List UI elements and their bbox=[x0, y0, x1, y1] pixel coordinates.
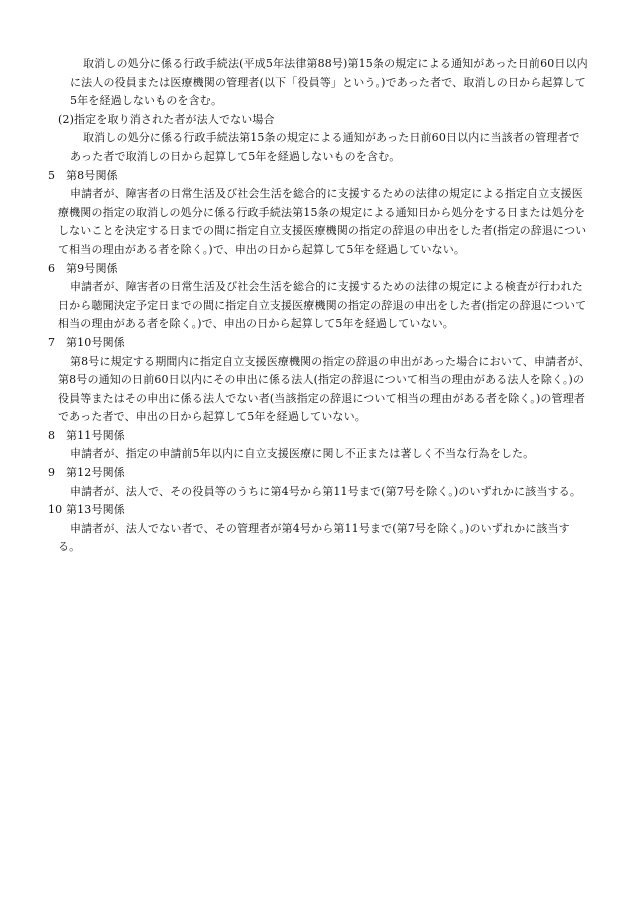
section-body-8: 申請者が、指定の申請前5年以内に自立支援医療に関し不正または著しく不当な行為をした。 bbox=[70, 447, 535, 461]
section-body-9: 申請者が、法人で、その役員等のうちに第4号から第11号まで(第7号を除く。)のいずれかに該当する。 bbox=[70, 484, 581, 498]
subheading-non-corporate: (2)指定を取り消された者が法人でない場合 bbox=[58, 112, 275, 126]
section-body-7: 第8号に規定する期間内に指定自立支援医療機関の指定の辞退の申出があった場合において、申請者が、第8号の通知の日前60日以内にその申出に係る法人(指定の辞退について相当の理由がある法人を除く。)の役員等またはその申出に係る法人でない者(当該指定の辞退について相当の理由がある者を除く。)の管理者であった者で、申出の日から起算して5年を経過していない。 bbox=[58, 354, 590, 424]
paragraph-non-corporate-note: 取消しの処分に係る行政手続法第15条の規定による通知があった日前60日以内に当該者の管理者であった者で取消しの日から起算して5年を経過しないものを含む。 bbox=[70, 131, 580, 163]
paragraph-revocation-corporate-note: 取消しの処分に係る行政手続法(平成5年法律第88号)第15条の規定による通知があった日前60日以内に法人の役員または医療機関の管理者(以下「役員等」という。)であった者で、取消しの日から起算して5年を経過しないものを含む。 bbox=[70, 57, 588, 108]
section-title: 第12号関係 bbox=[66, 466, 125, 480]
section-heading-8 bbox=[40, 427, 590, 446]
section-number: 10 bbox=[48, 503, 63, 517]
section-heading-7 bbox=[40, 334, 590, 353]
section-body-5: 申請者が、障害者の日常生活及び社会生活を総合的に支援するための法律の規定による指定自立支援医療機関の指定の取消しの処分に係る行政手続法第15条の規定による通知日から処分をする日または処分をしないことを決定する日までの間に指定自立支援医療機関の指定の辞退の申出をした者(指定の辞退について相当の理由がある者を除く。)で、申出の日から起算して5年を経過していない。 bbox=[58, 187, 587, 256]
section-body-6: 申請者が、障害者の日常生活及び社会生活を総合的に支援するための法律の規定による検査が行われた日から聴聞決定予定日までの間に指定自立支援医療機関の指定の辞退の申出をした者(指定の辞退について相当の理由がある者を除く。)で、申出の日から起算して5年を経過していない。 bbox=[58, 280, 587, 331]
section-title: 第8号関係 bbox=[66, 168, 118, 182]
section-title: 第9号関係 bbox=[66, 261, 118, 275]
section-number: 9 bbox=[48, 466, 56, 480]
section-body-10: 申請者が、法人でない者で、その管理者が第4号から第11号まで(第7号を除く。)のいずれかに該当する。 bbox=[58, 521, 570, 554]
section-number: 8 bbox=[48, 428, 56, 442]
section-heading-9 bbox=[40, 464, 590, 483]
section-title: 第13号関係 bbox=[66, 503, 125, 517]
section-title: 第10号関係 bbox=[66, 335, 125, 349]
section-number: 7 bbox=[48, 335, 56, 349]
section-heading-6 bbox=[40, 260, 590, 279]
section-number: 6 bbox=[48, 261, 56, 275]
section-heading-10 bbox=[40, 501, 590, 520]
section-heading-5 bbox=[40, 167, 590, 186]
section-number: 5 bbox=[48, 168, 56, 182]
section-title: 第11号関係 bbox=[66, 428, 125, 442]
